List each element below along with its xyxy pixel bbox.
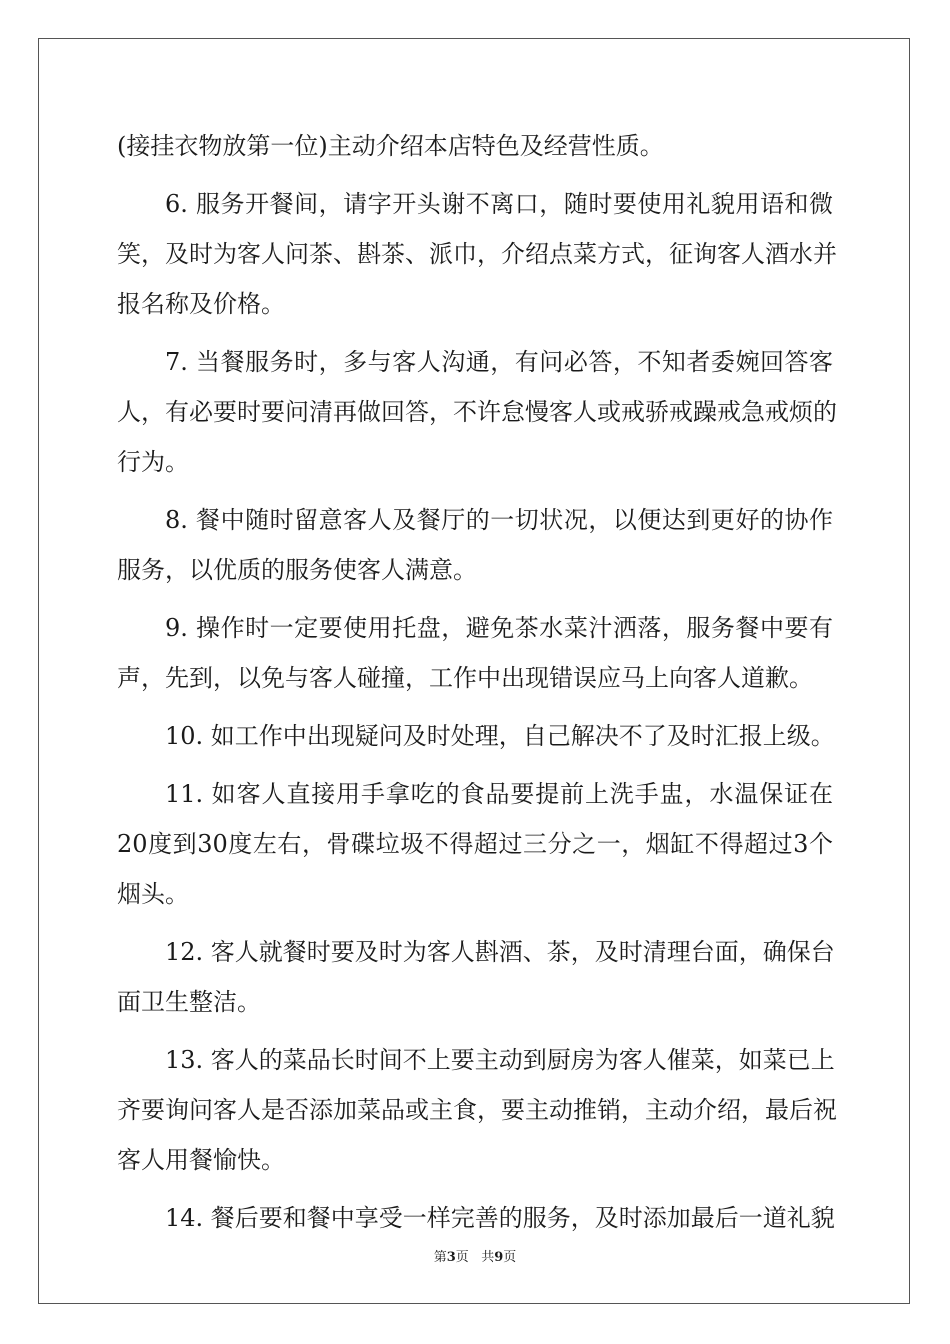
text-line: 面卫生整洁。 bbox=[117, 988, 261, 1016]
text-line: 笑，及时为客人问茶、斟茶、派巾，介绍点菜方式，征询客人酒水并 bbox=[117, 240, 837, 268]
text-line: 声，先到，以免与客人碰撞，工作中出现错误应马上向客人道歉。 bbox=[117, 664, 813, 692]
text-line: 11. 如客人直接用手拿吃的食品要提前上洗手盅，水温保证在 bbox=[165, 780, 833, 808]
text-line: 8. 餐中随时留意客人及餐厅的一切状况，以便达到更好的协作 bbox=[165, 506, 833, 534]
text-line: 10. 如工作中出现疑问及时处理，自己解决不了及时汇报上级。 bbox=[165, 722, 835, 750]
text-line: 13. 客人的菜品长时间不上要主动到厨房为客人催菜，如菜已上 bbox=[165, 1046, 835, 1074]
text-line: 烟头。 bbox=[117, 880, 189, 908]
text-line: 行为。 bbox=[117, 448, 189, 476]
text-line: 人，有必要时要问清再做回答，不许怠慢客人或戒骄戒躁戒急戒烦的 bbox=[117, 398, 837, 426]
footer-total-prefix: 共 bbox=[481, 1250, 495, 1265]
text-line: 12. 客人就餐时要及时为客人斟酒、茶，及时清理台面，确保台 bbox=[165, 938, 835, 966]
text-line: (接挂衣物放第一位)主动介绍本店特色及经营性质。 bbox=[117, 132, 664, 160]
footer-page-number: 3 bbox=[446, 1250, 456, 1265]
text-line: 报名称及价格。 bbox=[117, 290, 285, 318]
page-footer bbox=[0, 1246, 950, 1265]
text-line: 20度到30度左右，骨碟垃圾不得超过三分之一，烟缸不得超过3个 bbox=[117, 830, 833, 858]
footer-total-suffix: 页 bbox=[503, 1250, 517, 1265]
footer-page-prefix: 第 bbox=[433, 1250, 447, 1265]
text-line: 客人用餐愉快。 bbox=[117, 1146, 285, 1174]
document-body bbox=[117, 121, 837, 1243]
text-line: 9. 操作时一定要使用托盘，避免茶水菜汁洒落，服务餐中要有 bbox=[165, 614, 833, 642]
footer-page-suffix: 页 bbox=[455, 1250, 469, 1265]
text-line: 齐要询问客人是否添加菜品或主食，要主动推销，主动介绍，最后祝 bbox=[117, 1096, 837, 1124]
text-line: 7. 当餐服务时，多与客人沟通，有问必答，不知者委婉回答客 bbox=[165, 348, 833, 376]
text-line: 服务，以优质的服务使客人满意。 bbox=[117, 556, 477, 584]
text-line: 6. 服务开餐间，请字开头谢不离口，随时要使用礼貌用语和微 bbox=[165, 190, 833, 218]
footer-total-pages: 9 bbox=[494, 1250, 504, 1265]
text-line: 14. 餐后要和餐中享受一样完善的服务，及时添加最后一道礼貌 bbox=[165, 1204, 835, 1232]
